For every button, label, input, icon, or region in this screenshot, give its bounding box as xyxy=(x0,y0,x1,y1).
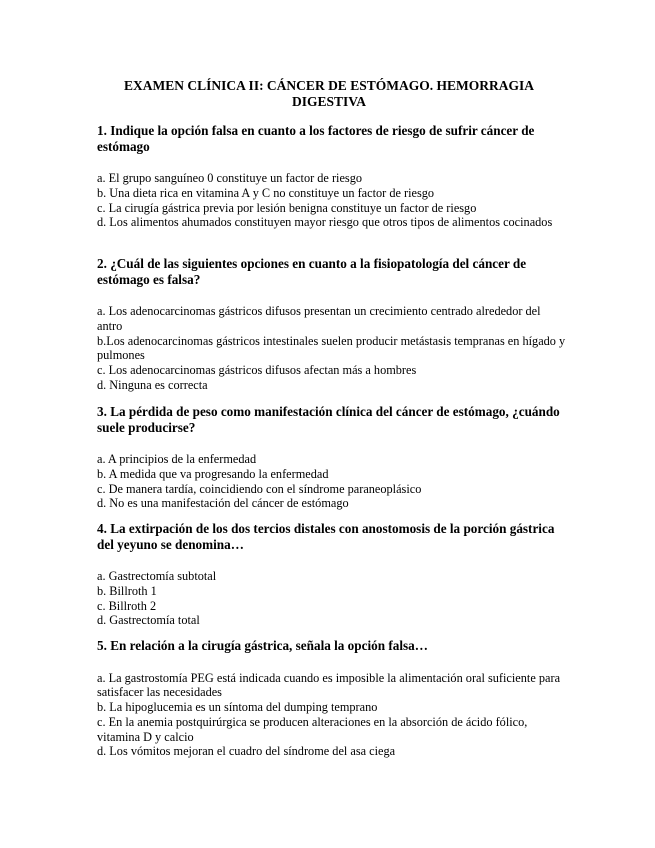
option-b: b. La hipoglucemia es un síntoma del dumping temprano xyxy=(97,700,378,715)
option-a: a. Gastrectomía subtotal xyxy=(97,569,217,583)
options-list xyxy=(97,171,567,230)
option-c: c. De manera tardía, coincidiendo con el síndrome paraneoplásico xyxy=(97,481,422,496)
question-text: 4. La extirpación de los dos tercios distales con anostomosis de la porción gástrica del yeyuno se denomina… xyxy=(97,521,555,552)
option-a: a. A principios de la enfermedad xyxy=(97,452,257,466)
question-4 xyxy=(97,521,567,628)
option-a: a. La gastrostomía PEG está indicada cuando es imposible la alimentación oral suficiente para satisfacer las necesidades xyxy=(97,670,561,700)
option-a: a. Los adenocarcinomas gástricos difusos presentan un crecimiento centrado alrededor del antro xyxy=(97,304,541,333)
question-1 xyxy=(97,123,567,230)
option-d: d. No es una manifestación del cáncer de estómago xyxy=(97,496,349,511)
option-d: d. Ninguna es correcta xyxy=(97,377,208,392)
question-5 xyxy=(97,638,567,759)
option-b: b.Los adenocarcinomas gástricos intestinales suelen producir metástasis tempranas en hígado y pulmones xyxy=(97,333,566,363)
question-text: 1. Indique la opción falsa en cuanto a los factores de riesgo de sufrir cáncer de estómago xyxy=(97,123,535,154)
option-b: b. Una dieta rica en vitamina A y C no constituye un factor de riesgo xyxy=(97,185,435,200)
options-list xyxy=(97,304,567,393)
option-a: a. El grupo sanguíneo 0 constituye un factor de riesgo xyxy=(97,171,362,185)
option-b: b. A medida que va progresando la enfermedad xyxy=(97,466,329,481)
option-b: b. Billroth 1 xyxy=(97,583,157,598)
option-d: d. Los vómitos mejoran el cuadro del síndrome del asa ciega xyxy=(97,744,396,759)
option-c: c. En la anemia postquirúrgica se producen alteraciones en la absorción de ácido fólico, vitamina D y calcio xyxy=(97,714,528,744)
option-d: d. Gastrectomía total xyxy=(97,613,200,628)
question-text: 5. En relación a la cirugía gástrica, señala la opción falsa… xyxy=(97,638,428,653)
question-text: 2. ¿Cuál de las siguientes opciones en cuanto a la fisiopatología del cáncer de estómago es falsa? xyxy=(97,256,527,287)
option-c: c. Billroth 2 xyxy=(97,598,157,613)
exam-title: EXAMEN CLÍNICA II: CÁNCER DE ESTÓMAGO. HEMORRAGIA DIGESTIVA xyxy=(124,78,534,109)
option-c: c. Los adenocarcinomas gástricos difusos afectan más a hombres xyxy=(97,363,417,378)
option-c: c. La cirugía gástrica previa por lesión benigna constituye un factor de riesgo xyxy=(97,200,477,215)
options-list xyxy=(97,452,567,511)
options-list xyxy=(97,671,567,760)
question-text: 3. La pérdida de peso como manifestación clínica del cáncer de estómago, ¿cuándo suele producirse? xyxy=(97,404,560,435)
option-d: d. Los alimentos ahumados constituyen mayor riesgo que otros tipos de alimentos cocinados xyxy=(97,215,553,230)
question-3 xyxy=(97,404,567,511)
question-2 xyxy=(97,256,567,393)
options-list xyxy=(97,569,567,628)
